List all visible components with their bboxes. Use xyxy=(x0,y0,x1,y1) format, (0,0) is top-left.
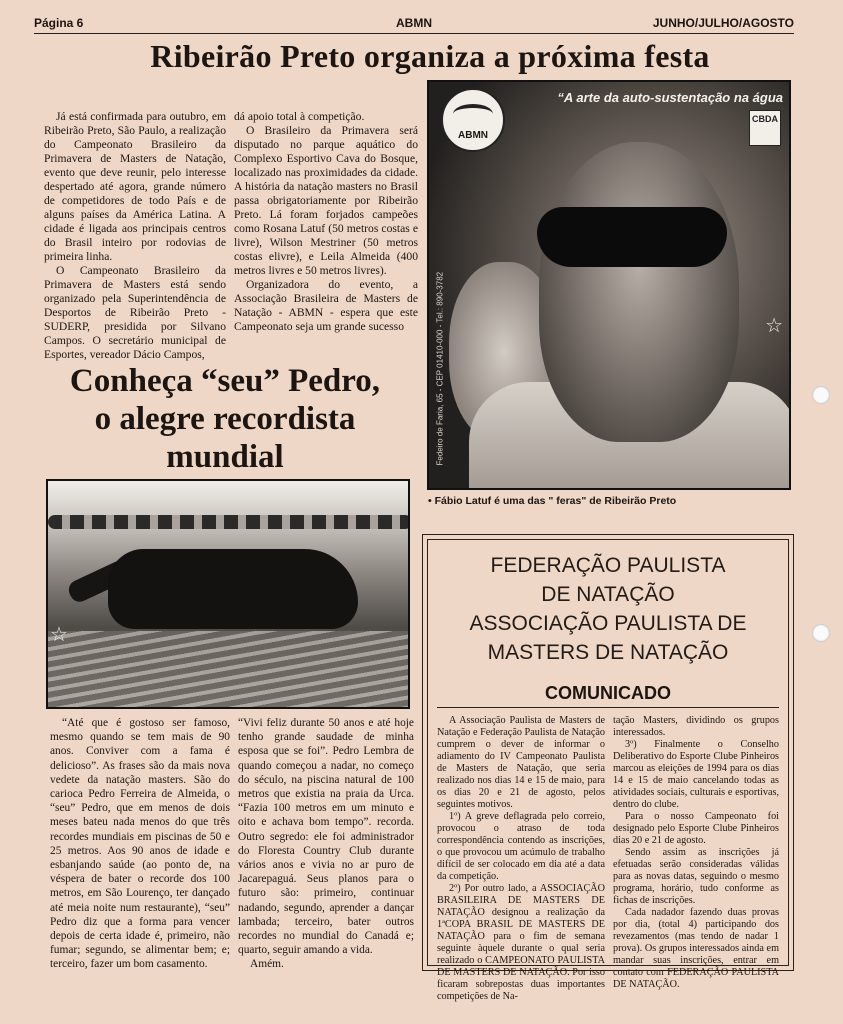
face-shape xyxy=(539,142,739,442)
article1-headline: Ribeirão Preto organiza a próxima festa xyxy=(150,38,710,74)
paragraph: Organizadora do evento, a Associação Brasileira de Masters de Natação - ABMN - espera que este Campeonato seja um grande sucesso xyxy=(234,278,418,333)
abmn-logo xyxy=(441,88,505,152)
fabio-latuf-photo xyxy=(427,80,791,490)
side-credit-text: Fedeiro de Faria, 65 - CEP 01410-000 - Tel.: 890-3782 xyxy=(435,271,445,466)
photo-slogan: “A arte da auto-sustentação na água xyxy=(557,90,783,105)
paragraph: Amém. xyxy=(250,958,284,971)
lane-rope xyxy=(48,515,410,529)
masthead xyxy=(34,14,794,34)
comunicado-heading: COMUNICADO xyxy=(545,683,671,703)
title-line: DE NATAÇÃO xyxy=(541,583,675,606)
headline-line: o alegre recordista xyxy=(94,401,356,437)
paragraph: Sendo assim as inscrições já efetuadas serão consideradas válidas para as novas datas, seguindo o mesmo programa, horário, tudo conforme as fichas de inscrições. xyxy=(613,847,779,906)
headline-line: Conheça “seu” Pedro, xyxy=(69,363,381,399)
paragraph: 2º) Por outro lado, a ASSOCIAÇÃO BRASILEIRA DE MASTERS DE NATAÇÃO designou a realização da 1ªCOPA BRASIL DE MASTERS DE NATAÇÃO para o fim de semana seguinte àquele durante o qual seria realizado o CAMPEONATO PAULISTA DE MASTERS DE NATAÇÃO. Por isso ficaram sobrepostas duas importantes competições de Na- xyxy=(437,883,605,1002)
page-number: Página 6 xyxy=(34,16,84,30)
article1-column-1 xyxy=(44,110,226,362)
paragraph: “Até que é gostoso ser famoso, mesmo quando se tem mais de 90 anos. Conviver com a fama é delicioso”. As frases são da mais nova vedete da natação masters. São do carioca Pedro Ferreira de Almeida, o “seu” Pedro, que em menos de dois meses bateu nada menos do que três recordes mundiais em piscinas de 50 e 25 metros. Aos 90 anos de idade e esbanjando saúde (ao ponto de, na véspera de bater o recorde dos 100 metros, em São Lourenço, ter dançado até meia noite num restaurante), “seu” Pedro diz que a forma para vencer depois de certa idade é, primeiro, não fumar; segundo, se alimentar bem; e; terceiro, fazer um bom casamento. xyxy=(50,717,230,971)
paragraph: dá apoio total à competição. xyxy=(234,110,365,123)
federacao-communique-box xyxy=(422,534,794,1002)
communique-column-2 xyxy=(613,715,779,991)
paragraph: “Vivi feliz durante 50 anos e até hoje tenho grande saudade de minha esposa que se foi”. Pedro Lembra de quando começou a nadar, no começo do século, na piscina natural de 100 metros que existia na praia da Urca. “Fazia 100 metros em um minuto e oito e achava bom tempo”. recorda. Outro segredo: ele foi administrador do Floresta Country Club durante vários anos e vivia no ar puro de Jacarepaguá. Seus planos para o futuro são: primeiro, continuar nadando, segundo, aprender a dançar lambada; terceiro, bater outros recordes no mundial do Canadá e; quarto, seguir amando a vida. xyxy=(238,717,414,957)
logo-label: ABMN xyxy=(458,130,488,141)
article2-headline xyxy=(40,362,410,476)
cbda-badge: CBDA xyxy=(749,110,781,146)
photo-side-credit xyxy=(433,138,447,468)
federacao-title xyxy=(423,551,793,667)
paragraph: Já está confirmada para outubro, em Ribeirão Preto, São Paulo, a realização do Campeonato Brasileiro da Primavera de Masters de Natação, evento que deve reunir, pelo interesse despertado até agora, grande número de competidores de todo País e de alguns países da América Latina. A cidade é ligada aos principais centros do Brasil inteiro por rodovias de primeira linha. xyxy=(44,110,226,263)
article1-column-2 xyxy=(234,110,418,334)
star-icon: ☆ xyxy=(50,624,68,646)
issue-date: JUNHO/JULHO/AGOSTO xyxy=(652,16,794,30)
paragraph: 1º) A greve deflagrada pelo correio, provocou o atraso de toda correspondência contendo as inscrições, o que provocou um acúmulo de trabalho difícil de ser colocado em dia até a data da competição. xyxy=(437,811,605,882)
wave-icon xyxy=(453,104,493,124)
photo-caption: • Fábio Latuf é uma das " feras" de Ribeirão Preto xyxy=(428,495,677,507)
paragraph: Para o nosso Campeonato foi designado pelo Esporte Clube Pinheiros dias 20 e 21 de agosto. xyxy=(613,811,779,846)
sunglasses-shape xyxy=(537,207,727,267)
paragraph: Cada nadador fazendo duas provas por dia, (total 4) participando dos revezamentos (mas tendo de nadar 1 prova). Os grupos interessados ainda em mandar suas inscrições, entrar em contato com FEDERAÇÃO PAULISTA DE NATAÇÃO. xyxy=(613,907,779,990)
water-surface xyxy=(48,631,410,709)
publication-name: ABMN xyxy=(396,16,432,30)
communique-column-1 xyxy=(437,715,605,1003)
comunicado-rule xyxy=(437,707,779,708)
swimmer-photo xyxy=(46,479,410,709)
paragraph: O Campeonato Brasileiro da Primavera de Masters está sendo organizado pela Superintendência de Desportos de Ribeirão Preto - SUDERP, presidida por Silvano Campos. O secretário municipal de Esportes, vereador Dácio Campos, xyxy=(44,264,226,361)
title-line: FEDERAÇÃO PAULISTA xyxy=(490,554,726,577)
star-icon: ☆ xyxy=(765,315,783,337)
swimmer-silhouette xyxy=(108,549,358,629)
headline-line: mundial xyxy=(166,439,284,475)
punch-hole xyxy=(812,386,830,404)
article2-column-1 xyxy=(50,716,230,972)
paragraph: A Associação Paulista de Masters de Natação e Federação Paulista de Natação cumprem o dever de informar o adiamento do IV Campeonato Paulista de Masters de Natação, que seria realizado nos dias 14 e 15 de maio, para os dias 20 e 21 de agosto, pelos seguintes motivos. xyxy=(437,715,605,810)
title-line: MASTERS DE NATAÇÃO xyxy=(487,641,729,664)
paragraph: 3º) Finalmente o Conselho Deliberativo do Esporte Clube Pinheiros marcou as eleições de 1994 para os dias 14 e 15 de maio cancelando todas as atividades sociais, culturais e esportivas, dentro do clube. xyxy=(613,739,779,810)
article2-column-2 xyxy=(238,716,414,972)
paragraph: tação Masters, dividindo os grupos interessados. xyxy=(613,715,779,738)
paragraph: O Brasileiro da Primavera será disputado no parque aquático do Complexo Esportivo Cava do Bosque, localizado nas proximidades da cidade. A história da natação masters no Brasil passa obrigatoriamente por Ribeirão Preto. Lá foram forjados campeões como Rosana Latuf (50 metros costas e livre), Wilson Mestriner (50 metros costas elivre), e Leila Almeida (400 metros livres e 50 metros livres). xyxy=(234,124,418,277)
punch-hole xyxy=(812,624,830,642)
title-line: ASSOCIAÇÃO PAULISTA DE xyxy=(469,612,747,635)
